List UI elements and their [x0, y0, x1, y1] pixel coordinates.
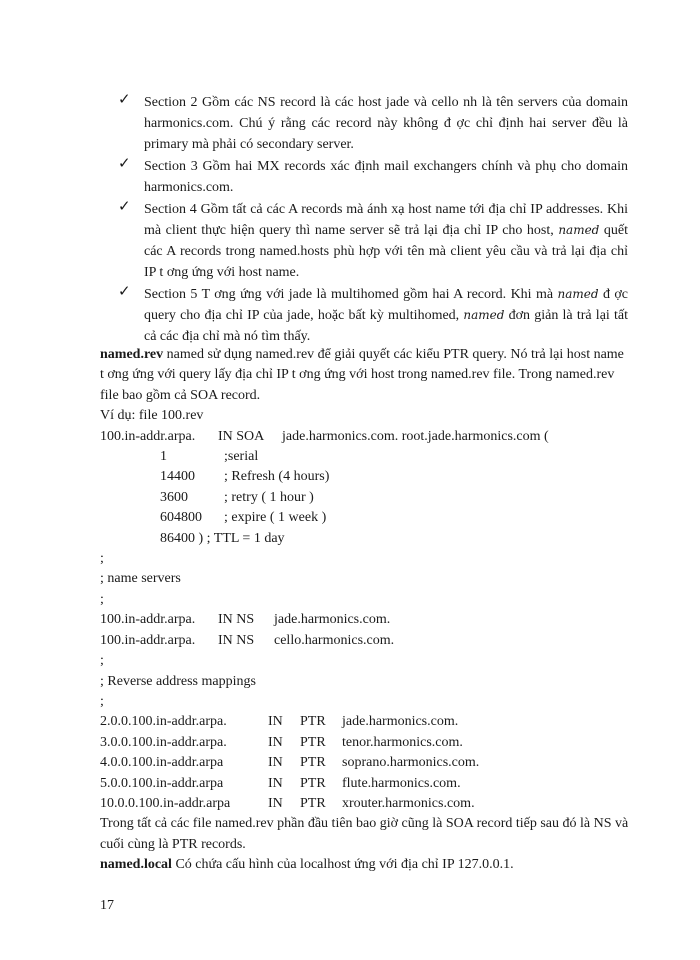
comment-line: ; Reverse address mappings: [100, 673, 256, 689]
soa-field: 1 ;serial: [160, 449, 259, 465]
example-title: Ví dụ: file 100.rev: [100, 408, 204, 424]
page-number: 17: [100, 898, 114, 913]
ptr-record: 4.0.0.100.in-addr.arpa IN PTR soprano.harmonics.com.: [100, 755, 480, 771]
comment-line: ;: [100, 551, 104, 567]
named-local-paragraph: named.local Có chứa cấu hình của localhost ứng với địa chỉ IP 127.0.0.1.: [100, 857, 514, 873]
comment-line: ; name servers: [100, 571, 181, 587]
body-text: [100, 345, 630, 876]
soa-field: 604800 ; expire ( 1 week ): [160, 510, 327, 526]
comment-line: ;: [100, 653, 104, 669]
ns-record: 100.in-addr.arpa. IN NS cello.harmonics.com.: [100, 632, 395, 648]
ns-record: 100.in-addr.arpa. IN NS jade.harmonics.com.: [100, 612, 391, 628]
comment-line: ;: [100, 693, 104, 709]
soa-field: 14400 ; Refresh (4 hours): [160, 469, 330, 485]
list-item: ✓ Section 4 Gồm tất cả các A records mà ánh xạ host name tới địa chỉ IP addresses. Khi mà client thực hiện query thì name server sẽ trả lại địa chỉ IP cho host, named quết các A records trong named.hosts phù hợp với tên mà client yêu cầu và trả lại địa chỉ IP t ơng ứng với host name.: [118, 197, 628, 280]
checkmark-icon: ✓: [118, 90, 131, 108]
checkmark-icon: ✓: [118, 282, 131, 300]
ptr-record: 2.0.0.100.in-addr.arpa. IN PTR jade.harmonics.com.: [100, 714, 459, 730]
soa-field: 3600 ; retry ( 1 hour ): [160, 489, 314, 505]
ptr-record: 3.0.0.100.in-addr.arpa. IN PTR tenor.harmonics.com.: [100, 734, 463, 750]
ptr-record: 10.0.0.100.in-addr.arpa IN PTR xrouter.harmonics.com.: [100, 795, 475, 811]
list-item: ✓ Section 5 T ơng ứng với jade là multihomed gồm hai A record. Khi mà named đ ợc query cho địa chỉ IP của jade, hoặc bất kỳ multihomed, named đơn giản là trả lại tất cả các địa chỉ mà nó tìm thấy.: [118, 282, 628, 344]
soa-line: 100.in-addr.arpa. IN SOA jade.harmonics.com. root.jade.harmonics.com (: [100, 428, 549, 444]
closing-paragraph: Trong tất cả các file named.rev phần đầu tiên bao giờ cũng là SOA record tiếp sau đó là NS và cuối cùng là PTR records.: [100, 816, 629, 852]
checkmark-icon: ✓: [118, 197, 131, 215]
ptr-record: 5.0.0.100.in-addr.arpa IN PTR flute.harmonics.com.: [100, 775, 461, 791]
checkmark-icon: ✓: [118, 154, 131, 172]
list-item: ✓ Section 2 Gồm các NS record là các host jade và cello nh là tên servers của domain harmonics.com. Chú ý rằng các record này không đ ợc chỉ định hai server đều là primary mà phải có secondary server.: [118, 90, 628, 152]
section-list: [118, 92, 628, 348]
soa-field: 86400 ) ; TTL = 1 day: [160, 530, 285, 546]
list-item: ✓ Section 3 Gồm hai MX records xác định mail exchangers chính và phụ cho domain harmonics.com.: [118, 154, 628, 195]
named-rev-paragraph: named.rev named sử dụng named.rev để giải quyết các kiểu PTR query. Nó trả lại host name t ơng ứng với query lấy địa chỉ IP t ơng ứng với host trong named.rev file. Trong named.rev file bao gồm cả SOA record.: [100, 347, 624, 403]
comment-line: ;: [100, 591, 104, 607]
